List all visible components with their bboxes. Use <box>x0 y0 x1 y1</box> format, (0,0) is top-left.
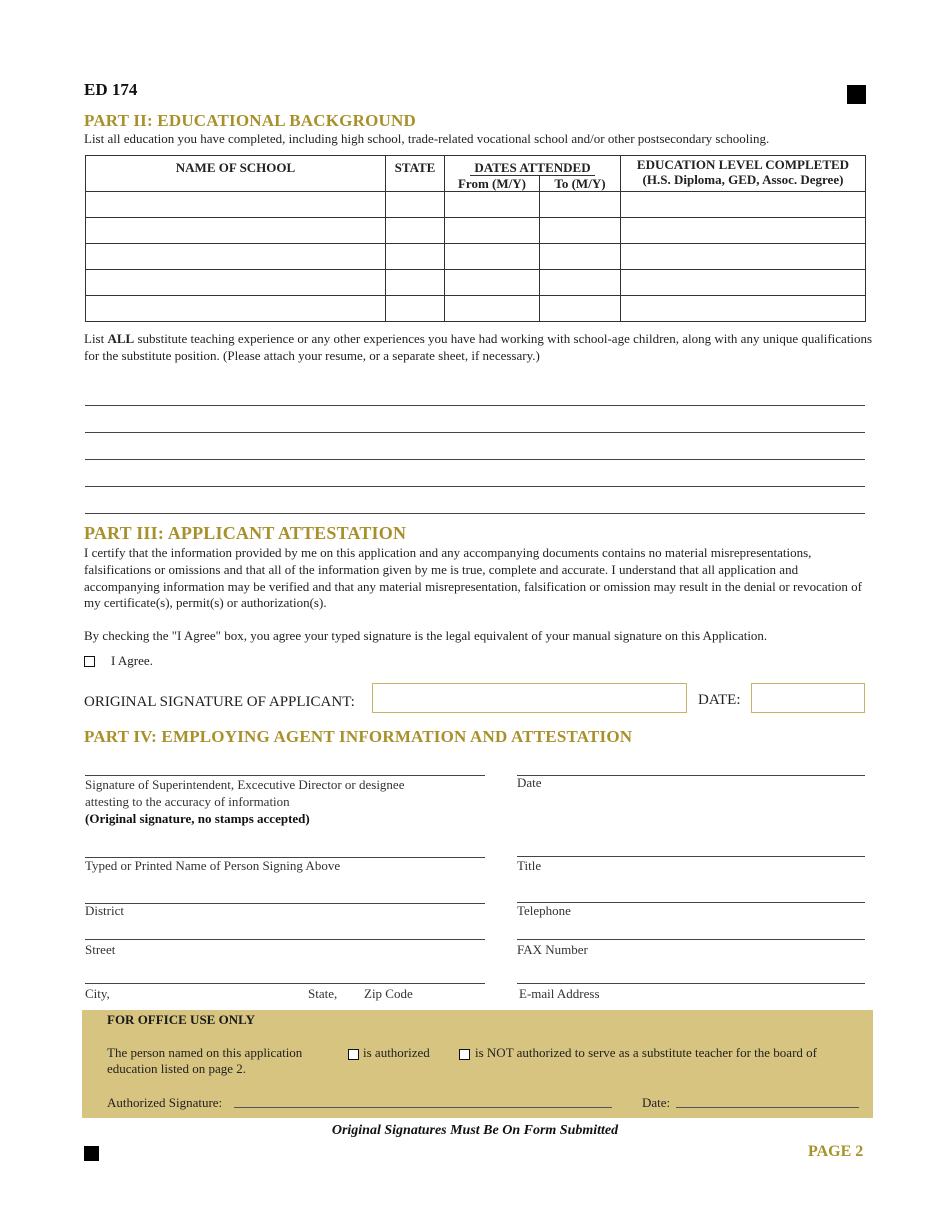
dates-attended-label: DATES ATTENDED <box>470 160 594 176</box>
part2-intro: List all education you have completed, including high school, trade-related vocational school and/or other postsecondary schooling. <box>84 131 770 146</box>
part3-title: PART III: APPLICANT ATTESTATION <box>84 523 407 543</box>
col-level-header <box>621 156 866 192</box>
sig-label-line3: (Original signature, no stamps accepted) <box>85 811 310 826</box>
state-input[interactable] <box>386 270 445 296</box>
table-row <box>86 296 866 322</box>
part4-title: PART IV: EMPLOYING AGENT INFORMATION AND ATTESTATION <box>84 727 633 746</box>
from-input[interactable] <box>445 218 540 244</box>
agree-label: I Agree. <box>111 653 153 668</box>
footer-note: Original Signatures Must Be On Form Submitted <box>331 1123 619 1138</box>
office-person-text <box>107 1045 302 1077</box>
city-state-zip-line[interactable] <box>85 983 485 984</box>
level-input[interactable] <box>621 192 866 218</box>
fax-line[interactable] <box>517 939 865 940</box>
applicant-date-input[interactable] <box>751 683 865 713</box>
education-table <box>85 155 866 322</box>
sig-label-line1: Signature of Superintendent, Excecutive Director or designee <box>85 777 405 792</box>
from-input[interactable] <box>445 244 540 270</box>
to-input[interactable] <box>540 218 621 244</box>
school-input[interactable] <box>86 244 386 270</box>
district-label: District <box>85 903 124 918</box>
experience-line-3[interactable] <box>85 459 865 460</box>
not-authorized-checkbox[interactable] <box>459 1049 470 1060</box>
office-person-line2: education listed on page 2. <box>107 1061 246 1076</box>
registration-mark-bottom <box>84 1146 99 1161</box>
part2-title: PART II: EDUCATIONAL BACKGROUND <box>84 111 416 130</box>
level-input[interactable] <box>621 218 866 244</box>
street-label: Street <box>85 942 116 957</box>
experience-text-a: List <box>84 331 108 346</box>
printed-name-label: Typed or Printed Name of Person Signing Above <box>85 858 341 873</box>
state-label: State, <box>308 986 338 1001</box>
title-line[interactable] <box>517 856 865 857</box>
col-level-header-line2: (H.S. Diploma, GED, Assoc. Degree) <box>642 172 844 187</box>
col-school-header: NAME OF SCHOOL <box>86 156 386 192</box>
experience-line-5[interactable] <box>85 513 865 514</box>
table-row <box>86 244 866 270</box>
office-date-line[interactable] <box>676 1107 859 1108</box>
is-authorized-label: is authorized <box>363 1045 430 1060</box>
level-input[interactable] <box>621 244 866 270</box>
signature-label: ORIGINAL SIGNATURE OF APPLICANT: <box>84 694 355 710</box>
not-authorized-label: is NOT authorized to serve as a substitute teacher for the board of <box>475 1045 817 1060</box>
school-input[interactable] <box>86 218 386 244</box>
office-use-panel <box>82 1010 873 1118</box>
agent-date-line[interactable] <box>517 775 865 776</box>
agree-instructions: By checking the "I Agree" box, you agree your typed signature is the legal equivalent of your manual signature on this Application. <box>84 628 768 643</box>
school-input[interactable] <box>86 270 386 296</box>
authorized-signature-label: Authorized Signature: <box>107 1095 223 1110</box>
to-input[interactable] <box>540 192 621 218</box>
experience-line-4[interactable] <box>85 486 865 487</box>
title-label: Title <box>517 858 542 873</box>
from-input[interactable] <box>445 192 540 218</box>
state-input[interactable] <box>386 296 445 322</box>
level-input[interactable] <box>621 270 866 296</box>
col-to-header: To (M/Y) <box>554 176 606 191</box>
form-code: ED 174 <box>84 80 138 99</box>
applicant-date-label: DATE: <box>698 692 741 708</box>
experience-text-bold: ALL <box>107 331 135 346</box>
agree-checkbox[interactable] <box>84 656 95 667</box>
email-line[interactable] <box>517 983 865 984</box>
state-input[interactable] <box>386 244 445 270</box>
col-dates-header <box>445 156 621 192</box>
office-person-line1: The person named on this application <box>107 1045 303 1060</box>
state-input[interactable] <box>386 192 445 218</box>
experience-line-1[interactable] <box>85 405 865 406</box>
school-input[interactable] <box>86 192 386 218</box>
superintendent-signature-label <box>85 776 404 827</box>
district-line[interactable] <box>85 903 485 904</box>
is-authorized-checkbox[interactable] <box>348 1049 359 1060</box>
registration-mark-top <box>847 85 866 104</box>
table-header-row <box>86 156 866 192</box>
level-input[interactable] <box>621 296 866 322</box>
certification-text: I certify that the information provided by me on this application and any accompanying documents contains no material misrepresentations, falsifications or omissions and that all of the information given by me is true, complete and accurate. I understand that all application and accompanying information may be verified and that any material misrepresentation, falsification or omission may result in the denial or revocation of my certificate(s), permit(s) or authorization(s). <box>84 545 862 611</box>
zip-label: Zip Code <box>364 986 413 1001</box>
experience-text-b: substitute teaching experience or any other experiences you have had working with school-age children, along with any unique qualifications for the substitute position. (Please attach your resume, or a separate sheet, if necessary.) <box>84 331 873 363</box>
from-input[interactable] <box>445 270 540 296</box>
email-label: E-mail Address <box>519 986 600 1001</box>
page-number: PAGE 2 <box>808 1143 864 1160</box>
telephone-label: Telephone <box>517 903 571 918</box>
to-input[interactable] <box>540 296 621 322</box>
street-line[interactable] <box>85 939 485 940</box>
experience-instructions <box>84 331 874 365</box>
office-date-label: Date: <box>642 1095 671 1110</box>
to-input[interactable] <box>540 270 621 296</box>
to-input[interactable] <box>540 244 621 270</box>
school-input[interactable] <box>86 296 386 322</box>
sig-label-line2: attesting to the accuracy of information <box>85 794 290 809</box>
authorized-signature-line[interactable] <box>234 1107 612 1108</box>
applicant-signature-input[interactable] <box>372 683 687 713</box>
fax-label: FAX Number <box>517 942 588 957</box>
table-row <box>86 270 866 296</box>
table-row <box>86 192 866 218</box>
experience-line-2[interactable] <box>85 432 865 433</box>
state-input[interactable] <box>386 218 445 244</box>
col-level-header-line1: EDUCATION LEVEL COMPLETED <box>636 157 850 172</box>
col-state-header: STATE <box>386 156 445 192</box>
city-label: City, <box>85 986 110 1001</box>
col-from-header: From (M/Y) <box>445 176 540 191</box>
agent-date-label: Date <box>517 775 542 790</box>
table-row <box>86 218 866 244</box>
from-input[interactable] <box>445 296 540 322</box>
office-use-heading: FOR OFFICE USE ONLY <box>107 1012 255 1027</box>
